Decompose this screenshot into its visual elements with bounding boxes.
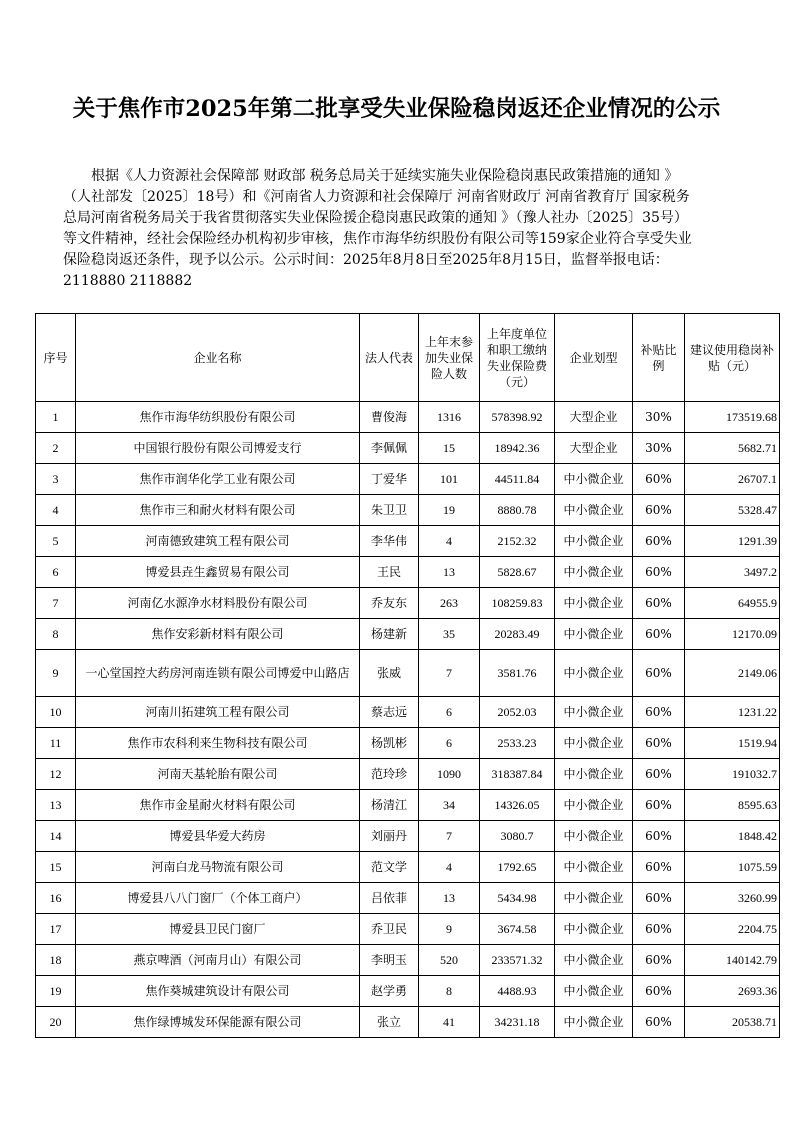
intro-line: 等文件精神，经社会保险经办机构初步审核，焦作市海华纺织股份有限公司等159家企业符合享受失业	[63, 231, 692, 247]
cell-name: 河南白龙马物流有限公司	[76, 852, 360, 883]
cell-seq: 2	[36, 433, 76, 464]
cell-subsidy: 12170.09	[685, 619, 780, 650]
cell-type: 中小微企业	[555, 945, 633, 976]
table-row	[36, 619, 780, 650]
cell-legal: 杨建新	[360, 619, 419, 650]
cell-ratio: 30%	[633, 402, 685, 433]
cell-premium: 18942.36	[480, 433, 555, 464]
cell-legal: 蔡志远	[360, 697, 419, 728]
cell-insured: 6	[419, 697, 480, 728]
cell-subsidy: 2693.36	[685, 976, 780, 1007]
cell-insured: 35	[419, 619, 480, 650]
cell-type: 中小微企业	[555, 697, 633, 728]
cell-legal: 杨清江	[360, 790, 419, 821]
cell-premium: 3674.58	[480, 914, 555, 945]
table-row	[36, 588, 780, 619]
intro-line: 保险稳岗返还条件，现予以公示。公示时间：2025年8月8日至2025年8月15日，监督举报电话：	[63, 252, 669, 268]
cell-name: 燕京啤酒（河南月山）有限公司	[76, 945, 360, 976]
cell-premium: 3581.76	[480, 650, 555, 697]
cell-name: 中国银行股份有限公司博爱支行	[76, 433, 360, 464]
cell-legal: 乔卫民	[360, 914, 419, 945]
cell-seq: 11	[36, 728, 76, 759]
cell-legal: 赵学勇	[360, 976, 419, 1007]
table-row	[36, 526, 780, 557]
cell-type: 中小微企业	[555, 526, 633, 557]
cell-legal: 张立	[360, 1007, 419, 1038]
cell-type: 中小微企业	[555, 883, 633, 914]
cell-type: 中小微企业	[555, 914, 633, 945]
cell-name: 一心堂国控大药房河南连锁有限公司博爱中山路店	[76, 650, 360, 697]
cell-seq: 14	[36, 821, 76, 852]
cell-name: 河南亿水源净水材料股份有限公司	[76, 588, 360, 619]
cell-legal: 朱卫卫	[360, 495, 419, 526]
cell-premium: 8880.78	[480, 495, 555, 526]
cell-legal: 丁爱华	[360, 464, 419, 495]
cell-legal: 李佩佩	[360, 433, 419, 464]
cell-ratio: 60%	[633, 883, 685, 914]
cell-name: 焦作市润华化学工业有限公司	[76, 464, 360, 495]
cell-insured: 7	[419, 650, 480, 697]
cell-type: 中小微企业	[555, 588, 633, 619]
table-row	[36, 759, 780, 790]
cell-name: 河南天基轮胎有限公司	[76, 759, 360, 790]
cell-seq: 20	[36, 1007, 76, 1038]
cell-type: 大型企业	[555, 433, 633, 464]
cell-seq: 3	[36, 464, 76, 495]
cell-legal: 张威	[360, 650, 419, 697]
header-name: 企业名称	[76, 314, 360, 402]
cell-ratio: 60%	[633, 697, 685, 728]
table-row	[36, 557, 780, 588]
cell-insured: 19	[419, 495, 480, 526]
cell-ratio: 60%	[633, 852, 685, 883]
cell-legal: 李明玉	[360, 945, 419, 976]
table-row	[36, 650, 780, 697]
cell-seq: 10	[36, 697, 76, 728]
cell-premium: 5434.98	[480, 883, 555, 914]
cell-legal: 范玲珍	[360, 759, 419, 790]
cell-seq: 5	[36, 526, 76, 557]
cell-premium: 3080.7	[480, 821, 555, 852]
cell-premium: 2152.32	[480, 526, 555, 557]
table-row	[36, 914, 780, 945]
cell-subsidy: 1075.59	[685, 852, 780, 883]
header-subsidy: 建议使用稳岗补贴（元）	[685, 314, 780, 402]
cell-legal: 刘丽丹	[360, 821, 419, 852]
cell-seq: 15	[36, 852, 76, 883]
cell-type: 中小微企业	[555, 557, 633, 588]
cell-seq: 12	[36, 759, 76, 790]
cell-type: 大型企业	[555, 402, 633, 433]
cell-subsidy: 140142.79	[685, 945, 780, 976]
intro-line: （人社部发〔2025〕18号）和《河南省人力资源和社会保障厅 河南省财政厅 河南省教育厅 国家税务	[63, 189, 690, 205]
cell-subsidy: 64955.9	[685, 588, 780, 619]
cell-seq: 4	[36, 495, 76, 526]
cell-ratio: 30%	[633, 433, 685, 464]
cell-ratio: 60%	[633, 464, 685, 495]
cell-insured: 15	[419, 433, 480, 464]
cell-premium: 2533.23	[480, 728, 555, 759]
cell-ratio: 60%	[633, 650, 685, 697]
cell-name: 焦作市金星耐火材料有限公司	[76, 790, 360, 821]
cell-insured: 34	[419, 790, 480, 821]
enterprise-table	[35, 313, 780, 1038]
header-seq: 序号	[36, 314, 76, 402]
cell-subsidy: 191032.7	[685, 759, 780, 790]
cell-insured: 8	[419, 976, 480, 1007]
cell-premium: 4488.93	[480, 976, 555, 1007]
cell-subsidy: 5682.71	[685, 433, 780, 464]
cell-seq: 8	[36, 619, 76, 650]
table-row	[36, 433, 780, 464]
cell-subsidy: 1291.39	[685, 526, 780, 557]
cell-ratio: 60%	[633, 588, 685, 619]
cell-type: 中小微企业	[555, 790, 633, 821]
cell-premium: 44511.84	[480, 464, 555, 495]
cell-name: 博爱县垚生鑫贸易有限公司	[76, 557, 360, 588]
intro-paragraph	[63, 166, 735, 292]
cell-subsidy: 20538.71	[685, 1007, 780, 1038]
header-legal: 法人代表	[360, 314, 419, 402]
cell-ratio: 60%	[633, 821, 685, 852]
cell-seq: 18	[36, 945, 76, 976]
cell-insured: 101	[419, 464, 480, 495]
table-header-row	[36, 314, 780, 402]
cell-ratio: 60%	[633, 914, 685, 945]
table-row	[36, 852, 780, 883]
cell-ratio: 60%	[633, 1007, 685, 1038]
cell-subsidy: 1231.22	[685, 697, 780, 728]
cell-type: 中小微企业	[555, 1007, 633, 1038]
cell-insured: 4	[419, 852, 480, 883]
cell-ratio: 60%	[633, 728, 685, 759]
cell-seq: 17	[36, 914, 76, 945]
cell-type: 中小微企业	[555, 852, 633, 883]
cell-subsidy: 8595.63	[685, 790, 780, 821]
cell-seq: 6	[36, 557, 76, 588]
table-row	[36, 728, 780, 759]
cell-insured: 4	[419, 526, 480, 557]
cell-premium: 1792.65	[480, 852, 555, 883]
cell-ratio: 60%	[633, 526, 685, 557]
cell-subsidy: 1848.42	[685, 821, 780, 852]
table-row	[36, 976, 780, 1007]
table-row	[36, 402, 780, 433]
cell-subsidy: 3497.2	[685, 557, 780, 588]
cell-ratio: 60%	[633, 976, 685, 1007]
cell-premium: 318387.84	[480, 759, 555, 790]
cell-legal: 李华伟	[360, 526, 419, 557]
cell-insured: 7	[419, 821, 480, 852]
cell-insured: 6	[419, 728, 480, 759]
cell-insured: 1316	[419, 402, 480, 433]
cell-insured: 263	[419, 588, 480, 619]
cell-seq: 19	[36, 976, 76, 1007]
page-title: 关于焦作市2025年第二批享受失业保险稳岗返还企业情况的公示	[72, 96, 721, 122]
cell-seq: 13	[36, 790, 76, 821]
cell-subsidy: 5328.47	[685, 495, 780, 526]
cell-name: 博爱县华爱大药房	[76, 821, 360, 852]
cell-name: 博爱县八八门窗厂（个体工商户）	[76, 883, 360, 914]
header-premium: 上年度单位和职工缴纳失业保险费（元）	[480, 314, 555, 402]
cell-ratio: 60%	[633, 759, 685, 790]
cell-type: 中小微企业	[555, 495, 633, 526]
cell-subsidy: 3260.99	[685, 883, 780, 914]
cell-insured: 520	[419, 945, 480, 976]
table-row	[36, 790, 780, 821]
cell-name: 河南川拓建筑工程有限公司	[76, 697, 360, 728]
cell-name: 焦作市海华纺织股份有限公司	[76, 402, 360, 433]
cell-legal: 吕依菲	[360, 883, 419, 914]
cell-ratio: 60%	[633, 619, 685, 650]
cell-type: 中小微企业	[555, 619, 633, 650]
cell-premium: 20283.49	[480, 619, 555, 650]
table-row	[36, 495, 780, 526]
cell-premium: 108259.83	[480, 588, 555, 619]
cell-legal: 王民	[360, 557, 419, 588]
cell-premium: 233571.32	[480, 945, 555, 976]
cell-insured: 41	[419, 1007, 480, 1038]
header-type: 企业划型	[555, 314, 633, 402]
cell-subsidy: 26707.1	[685, 464, 780, 495]
cell-ratio: 60%	[633, 790, 685, 821]
cell-name: 焦作安彩新材料有限公司	[76, 619, 360, 650]
header-ratio: 补贴比例	[633, 314, 685, 402]
cell-name: 焦作市农科利来生物科技有限公司	[76, 728, 360, 759]
cell-insured: 1090	[419, 759, 480, 790]
cell-premium: 2052.03	[480, 697, 555, 728]
cell-name: 焦作葵城建筑设计有限公司	[76, 976, 360, 1007]
cell-type: 中小微企业	[555, 464, 633, 495]
table-row	[36, 1007, 780, 1038]
cell-premium: 578398.92	[480, 402, 555, 433]
header-insured: 上年末参加失业保险人数	[419, 314, 480, 402]
cell-name: 博爱县卫民门窗厂	[76, 914, 360, 945]
cell-name: 河南德致建筑工程有限公司	[76, 526, 360, 557]
cell-premium: 34231.18	[480, 1007, 555, 1038]
cell-ratio: 60%	[633, 557, 685, 588]
cell-type: 中小微企业	[555, 650, 633, 697]
cell-seq: 16	[36, 883, 76, 914]
cell-insured: 13	[419, 557, 480, 588]
cell-legal: 杨凯彬	[360, 728, 419, 759]
table-row	[36, 697, 780, 728]
cell-insured: 9	[419, 914, 480, 945]
cell-seq: 9	[36, 650, 76, 697]
cell-type: 中小微企业	[555, 821, 633, 852]
cell-subsidy: 1519.94	[685, 728, 780, 759]
table-row	[36, 883, 780, 914]
table-row	[36, 821, 780, 852]
cell-seq: 7	[36, 588, 76, 619]
cell-seq: 1	[36, 402, 76, 433]
cell-subsidy: 2149.06	[685, 650, 780, 697]
intro-line: 根据《人力资源社会保障部 财政部 税务总局关于延续实施失业保险稳岗惠民政策措施的通知 》	[91, 168, 679, 184]
cell-legal: 范文学	[360, 852, 419, 883]
cell-type: 中小微企业	[555, 728, 633, 759]
cell-type: 中小微企业	[555, 976, 633, 1007]
cell-subsidy: 2204.75	[685, 914, 780, 945]
cell-name: 焦作绿博城发环保能源有限公司	[76, 1007, 360, 1038]
cell-premium: 14326.05	[480, 790, 555, 821]
table-row	[36, 945, 780, 976]
cell-premium: 5828.67	[480, 557, 555, 588]
table-row	[36, 464, 780, 495]
cell-type: 中小微企业	[555, 759, 633, 790]
cell-insured: 13	[419, 883, 480, 914]
cell-legal: 乔友东	[360, 588, 419, 619]
cell-subsidy: 173519.68	[685, 402, 780, 433]
cell-name: 焦作市三和耐火材料有限公司	[76, 495, 360, 526]
cell-ratio: 60%	[633, 495, 685, 526]
intro-line: 总局河南省税务局关于我省贯彻落实失业保险援企稳岗惠民政策的通知 》（豫人社办〔2025〕35号）	[63, 210, 688, 226]
intro-line: 2118880 2118882	[63, 273, 193, 289]
cell-ratio: 60%	[633, 945, 685, 976]
cell-legal: 曹俊海	[360, 402, 419, 433]
